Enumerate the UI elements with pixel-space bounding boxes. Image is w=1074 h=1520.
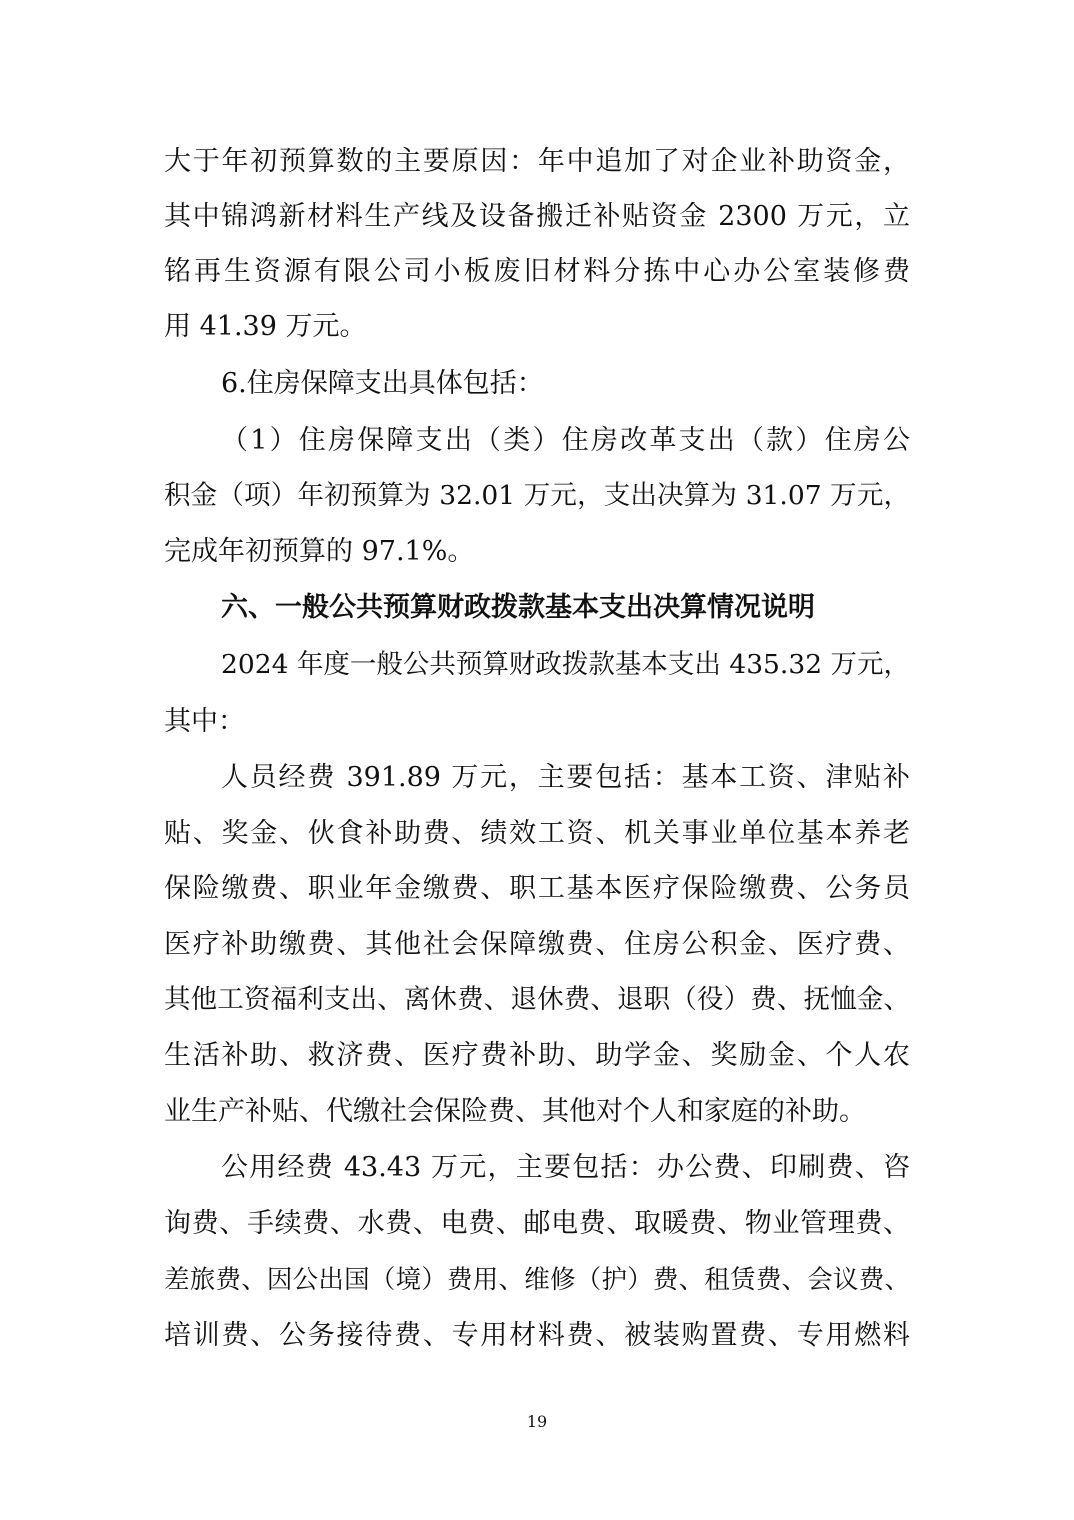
paragraph-line: 保险缴费、职业年金缴费、职工基本医疗保险缴费、公务员 bbox=[164, 873, 910, 904]
paragraph-line: 人员经费 391.89 万元，主要包括：基本工资、津贴补 bbox=[221, 762, 910, 793]
paragraph-line: 2024 年度一般公共预算财政拨款基本支出 435.32 万元， bbox=[221, 649, 910, 680]
paragraph-line: 询费、手续费、水费、电费、邮电费、取暖费、物业管理费、 bbox=[164, 1208, 910, 1239]
paragraph-line: 用 41.39 万元。 bbox=[164, 311, 367, 342]
section-item-heading: 6.住房保障支出具体包括： bbox=[221, 368, 544, 399]
paragraph-line: 医疗补助缴费、其他社会保障缴费、住房公积金、医疗费、 bbox=[164, 929, 910, 960]
paragraph-line: 生活补助、救济费、医疗费补助、助学金、奖励金、个人农 bbox=[164, 1040, 910, 1071]
paragraph-line: 业生产补贴、代缴社会保险费、其他对个人和家庭的补助。 bbox=[164, 1096, 866, 1127]
paragraph-line: 积金（项）年初预算为 32.01 万元，支出决算为 31.07 万元， bbox=[164, 480, 910, 511]
section-heading: 六、一般公共预算财政拨款基本支出决算情况说明 bbox=[221, 592, 815, 623]
paragraph-line: 大于年初预算数的主要原因：年中追加了对企业补助资金， bbox=[164, 146, 910, 177]
paragraph-line: 贴、奖金、伙食补助费、绩效工资、机关事业单位基本养老 bbox=[164, 818, 910, 849]
paragraph-line: 其中： bbox=[164, 706, 245, 737]
paragraph-line: 完成年初预算的 97.1%。 bbox=[164, 536, 475, 567]
paragraph-line: （1）住房保障支出（类）住房改革支出（款）住房公 bbox=[221, 425, 910, 456]
page-number: 19 bbox=[526, 1412, 548, 1431]
paragraph-line: 培训费、公务接待费、专用材料费、被装购置费、专用燃料 bbox=[164, 1320, 910, 1351]
paragraph-line: 其中锦鸿新材料生产线及设备搬迁补贴资金 2300 万元，立 bbox=[164, 201, 910, 232]
paragraph-line: 其他工资福利支出、离休费、退休费、退职（役）费、抚恤金、 bbox=[164, 984, 910, 1015]
paragraph-line: 差旅费、因公出国（境）费用、维修（护）费、租赁费、会议费、 bbox=[164, 1265, 910, 1295]
paragraph-line: 铭再生资源有限公司小板废旧材料分拣中心办公室装修费 bbox=[164, 256, 910, 287]
paragraph-line: 公用经费 43.43 万元，主要包括：办公费、印刷费、咨 bbox=[221, 1152, 910, 1183]
